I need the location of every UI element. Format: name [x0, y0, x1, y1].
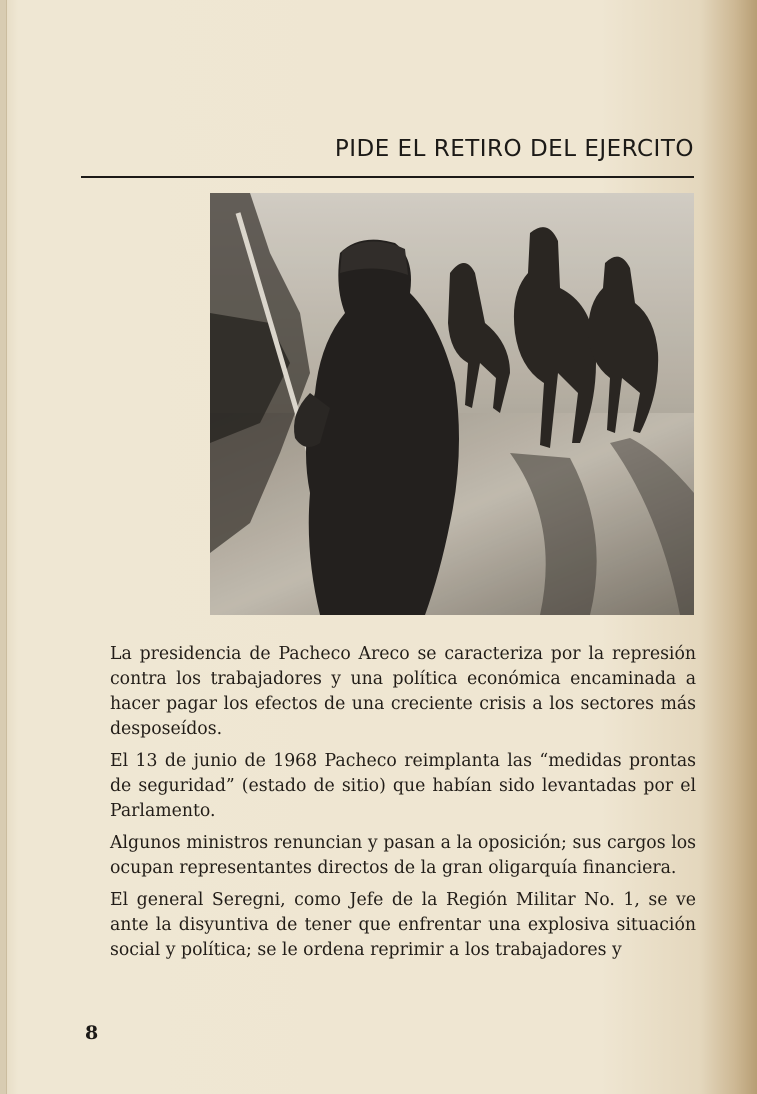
paragraph-4: El general Seregni, como Jefe de la Región Militar No. 1, se ve ante la disyuntiva de tener que enfrentar una explosiva situación social y política; se le ordena reprimir a los trabajadores y — [110, 890, 696, 960]
heading-rule — [81, 176, 694, 178]
paragraph-2: El 13 de junio de 1968 Pacheco reimplanta las “medidas prontas de seguridad” (estado de sitio) que habían sido levantadas por el Parlamento. — [110, 751, 696, 821]
body-text — [110, 642, 696, 970]
page-edge — [0, 0, 7, 1094]
paragraph-1: La presidencia de Pacheco Areco se caracteriza por la represión contra los trabajadores y una política económica encaminada a hacer pagar los efectos de una creciente crisis a los sectores más desposeídos. — [110, 644, 696, 739]
photo-mounted-soldiers-icon — [210, 193, 694, 615]
page-heading: PIDE EL RETIRO DEL EJERCITO — [334, 136, 694, 162]
page-number: 8 — [85, 1022, 99, 1044]
paragraph-3: Algunos ministros renuncian y pasan a la oposición; sus cargos los ocupan representantes directos de la gran oligarquía financiera. — [110, 833, 696, 878]
